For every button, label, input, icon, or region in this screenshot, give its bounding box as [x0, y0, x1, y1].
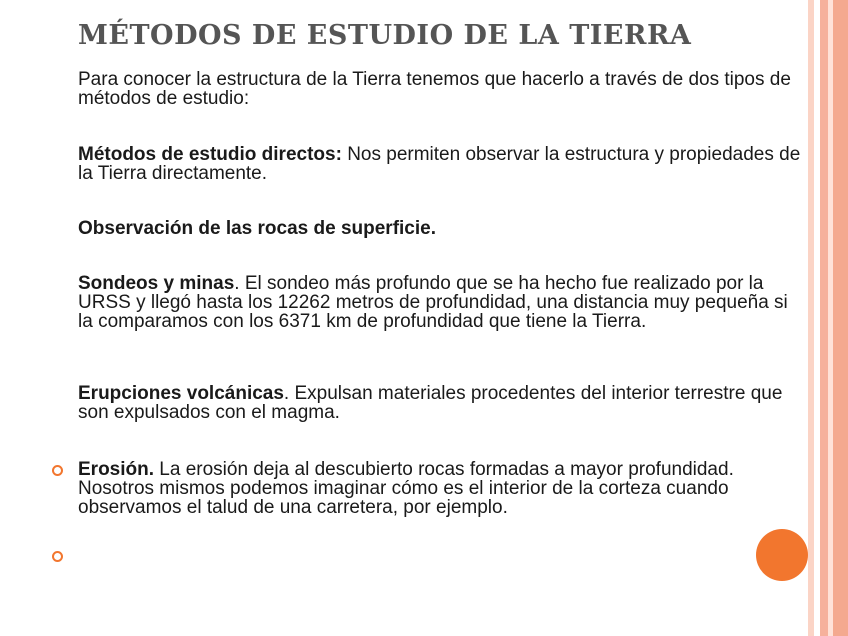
erosion-text: La erosión deja al descubierto rocas formadas a mayor profundidad. Nosotros mismos podemos imaginar cómo es el interior de la corteza cuando observamos el talud de una carretera, por ejemplo.: [78, 459, 734, 518]
decorative-circle: [756, 529, 808, 581]
sondeos-text: . El sondeo más profundo que se ha hecho fue realizado por la URSS y llegó hasta los 12262 metros de profundidad, una distancia muy pequeña si la comparamos con los 6371 km de profundidad que tiene la Tierra.: [78, 273, 788, 332]
observation-paragraph: [78, 219, 803, 238]
erupciones-heading: Erupciones volcánicas: [78, 383, 284, 404]
slide-title: MÉTODOS DE ESTUDIO DE LA TIERRA: [78, 20, 692, 51]
intro-paragraph: Para conocer la estructura de la Tierra tenemos que hacerlo a través de dos tipos de métodos de estudio:: [78, 69, 791, 109]
decorative-stripe: [833, 0, 848, 636]
erupciones-paragraph: [78, 384, 803, 422]
observation-heading: Observación de las rocas de superficie.: [78, 218, 436, 239]
direct-methods-heading: Métodos de estudio directos:: [78, 144, 342, 165]
sondeos-paragraph: [78, 274, 803, 331]
bullet-circle-icon: [52, 551, 63, 562]
erupciones-text: . Expulsan materiales procedentes del interior terrestre que son expulsados con el magma.: [78, 383, 783, 423]
decorative-stripe: [820, 0, 828, 636]
erosion-paragraph: [78, 460, 803, 517]
direct-methods-paragraph: [78, 145, 803, 183]
bullet-circle-icon: [52, 465, 63, 476]
erosion-heading: Erosión.: [78, 459, 155, 480]
sondeos-heading: Sondeos y minas: [78, 273, 235, 294]
direct-methods-text: Nos permiten observar la estructura y propiedades de la Tierra directamente.: [78, 144, 801, 184]
